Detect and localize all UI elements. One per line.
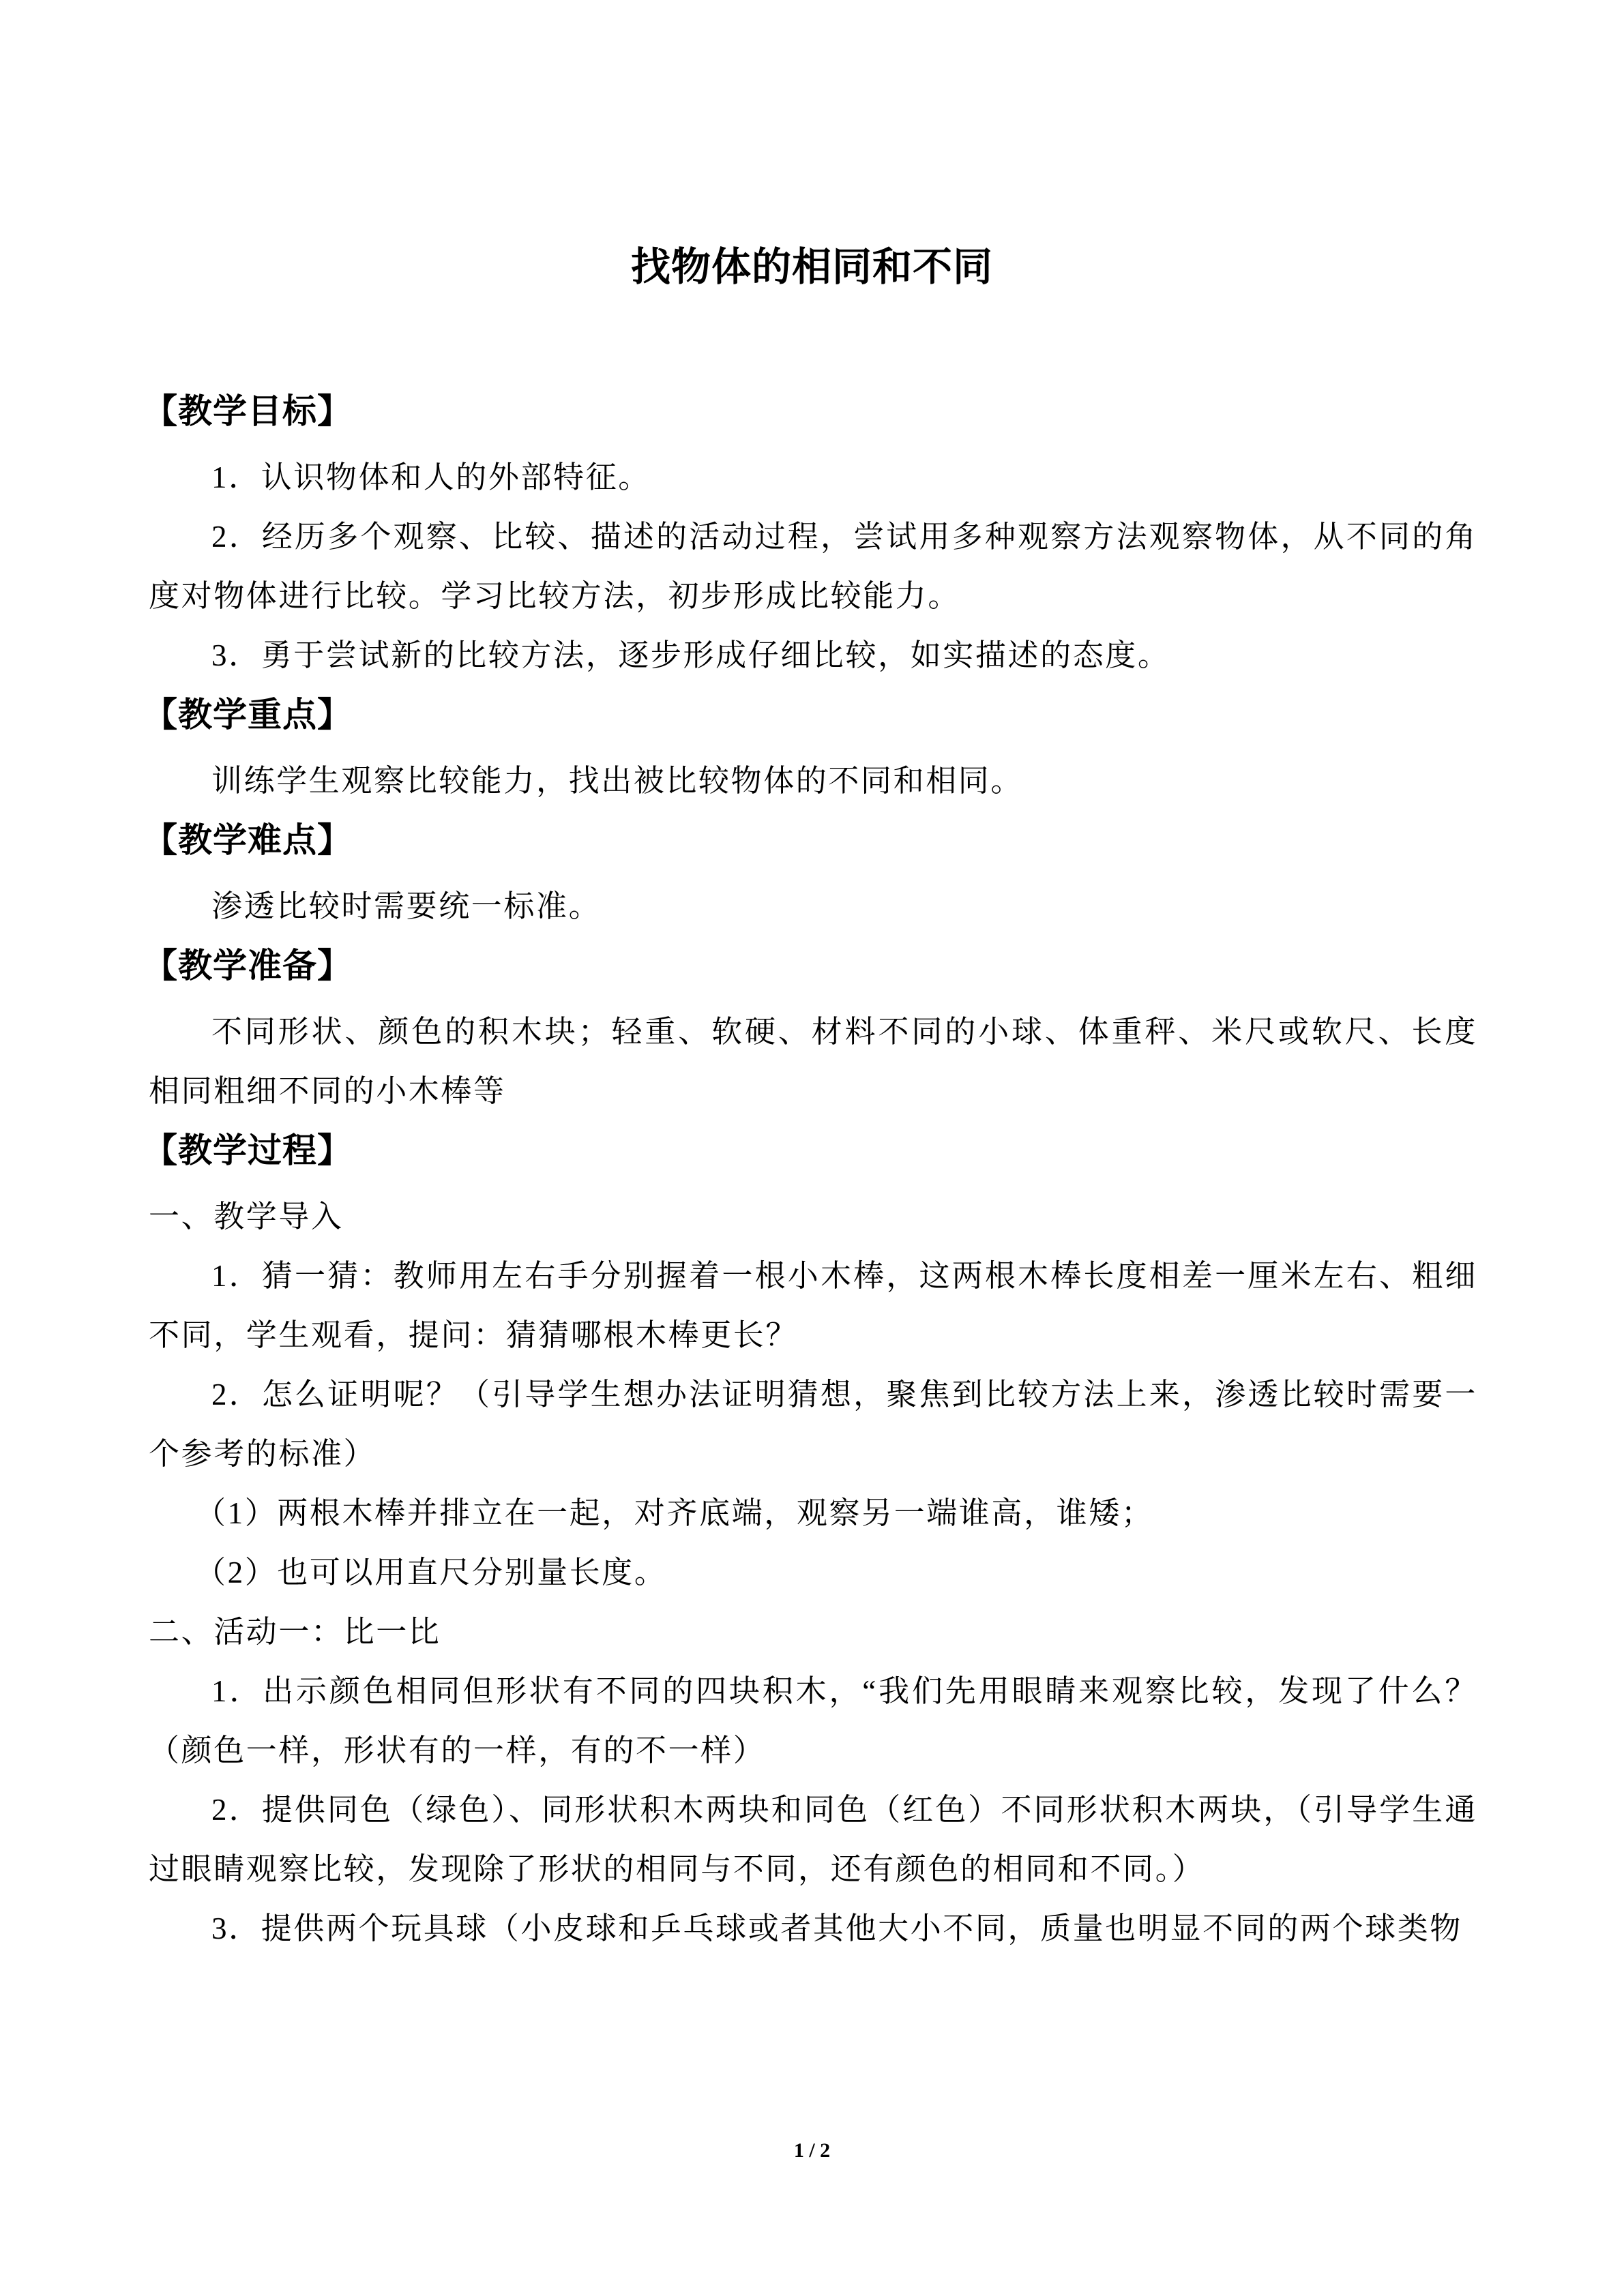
process-sub-item: （2）也可以用直尺分别量长度。 xyxy=(195,1555,667,1590)
section-process xyxy=(143,1121,1477,1958)
objective-item: 3．勇于尝试新的比较方法，逐步形成仔细比较，如实描述的态度。 xyxy=(211,638,1170,672)
page-number: 1 / 2 xyxy=(793,2139,831,2162)
section-difficulties xyxy=(143,811,1477,936)
heading-process: 【教学过程】 xyxy=(143,1131,352,1170)
process-item: 1．猜一猜：教师用左右手分别握着一根小木棒，这两根木棒长度相差一厘米左右、粗细不同，学生观看，提问：猜猜哪根木棒更长？ xyxy=(149,1259,1477,1352)
process-part-title: 一、教学导入 xyxy=(149,1199,344,1234)
heading-objectives: 【教学目标】 xyxy=(143,391,352,431)
process-item: 2．提供同色（绿色）、同形状积木两块和同色（红色）不同形状积木两块，（引导学生通过眼睛观察比较，发现除了形状的相同与不同，还有颜色的相同和不同。） xyxy=(149,1793,1477,1886)
section-preparation xyxy=(143,936,1477,1121)
key-points-text: 训练学生观察比较能力，找出被比较物体的不同和相同。 xyxy=(211,764,1024,798)
process-item: 2．怎么证明呢？（引导学生想办法证明猜想，聚焦到比较方法上来，渗透比较时需要一个参考的标准） xyxy=(149,1377,1477,1471)
process-item: 3．提供两个玩具球（小皮球和乒乓球或者其他大小不同，质量也明显不同的两个球类物 xyxy=(211,1911,1462,1945)
process-part-title: 二、活动一：比一比 xyxy=(149,1615,441,1649)
process-item: 1．出示颜色相同但形状有不同的四块积木，“我们先用眼睛来观察比较，发现了什么？（颜色一样，形状有的一样，有的不一样） xyxy=(149,1674,1477,1768)
document-title: 找物体的相同和不同 xyxy=(630,243,993,290)
document-body xyxy=(143,382,1477,1958)
objective-item: 1．认识物体和人的外部特征。 xyxy=(211,460,651,494)
section-objectives xyxy=(143,382,1477,685)
heading-key-points: 【教学重点】 xyxy=(143,695,352,734)
objective-item: 2．经历多个观察、比较、描述的活动过程，尝试用多种观察方法观察物体，从不同的角度对物体进行比较。学习比较方法，初步形成比较能力。 xyxy=(149,520,1477,613)
process-sub-item: （1）两根木棒并排立在一起，对齐底端，观察另一端谁高，谁矮； xyxy=(195,1496,1154,1530)
difficulties-text: 渗透比较时需要统一标准。 xyxy=(211,889,602,923)
heading-preparation: 【教学准备】 xyxy=(143,946,352,985)
heading-difficulties: 【教学难点】 xyxy=(143,820,352,860)
section-key-points xyxy=(143,685,1477,811)
preparation-text: 不同形状、颜色的积木块；轻重、软硬、材料不同的小球、体重秤、米尺或软尺、长度相同粗细不同的小木棒等 xyxy=(149,1015,1477,1108)
